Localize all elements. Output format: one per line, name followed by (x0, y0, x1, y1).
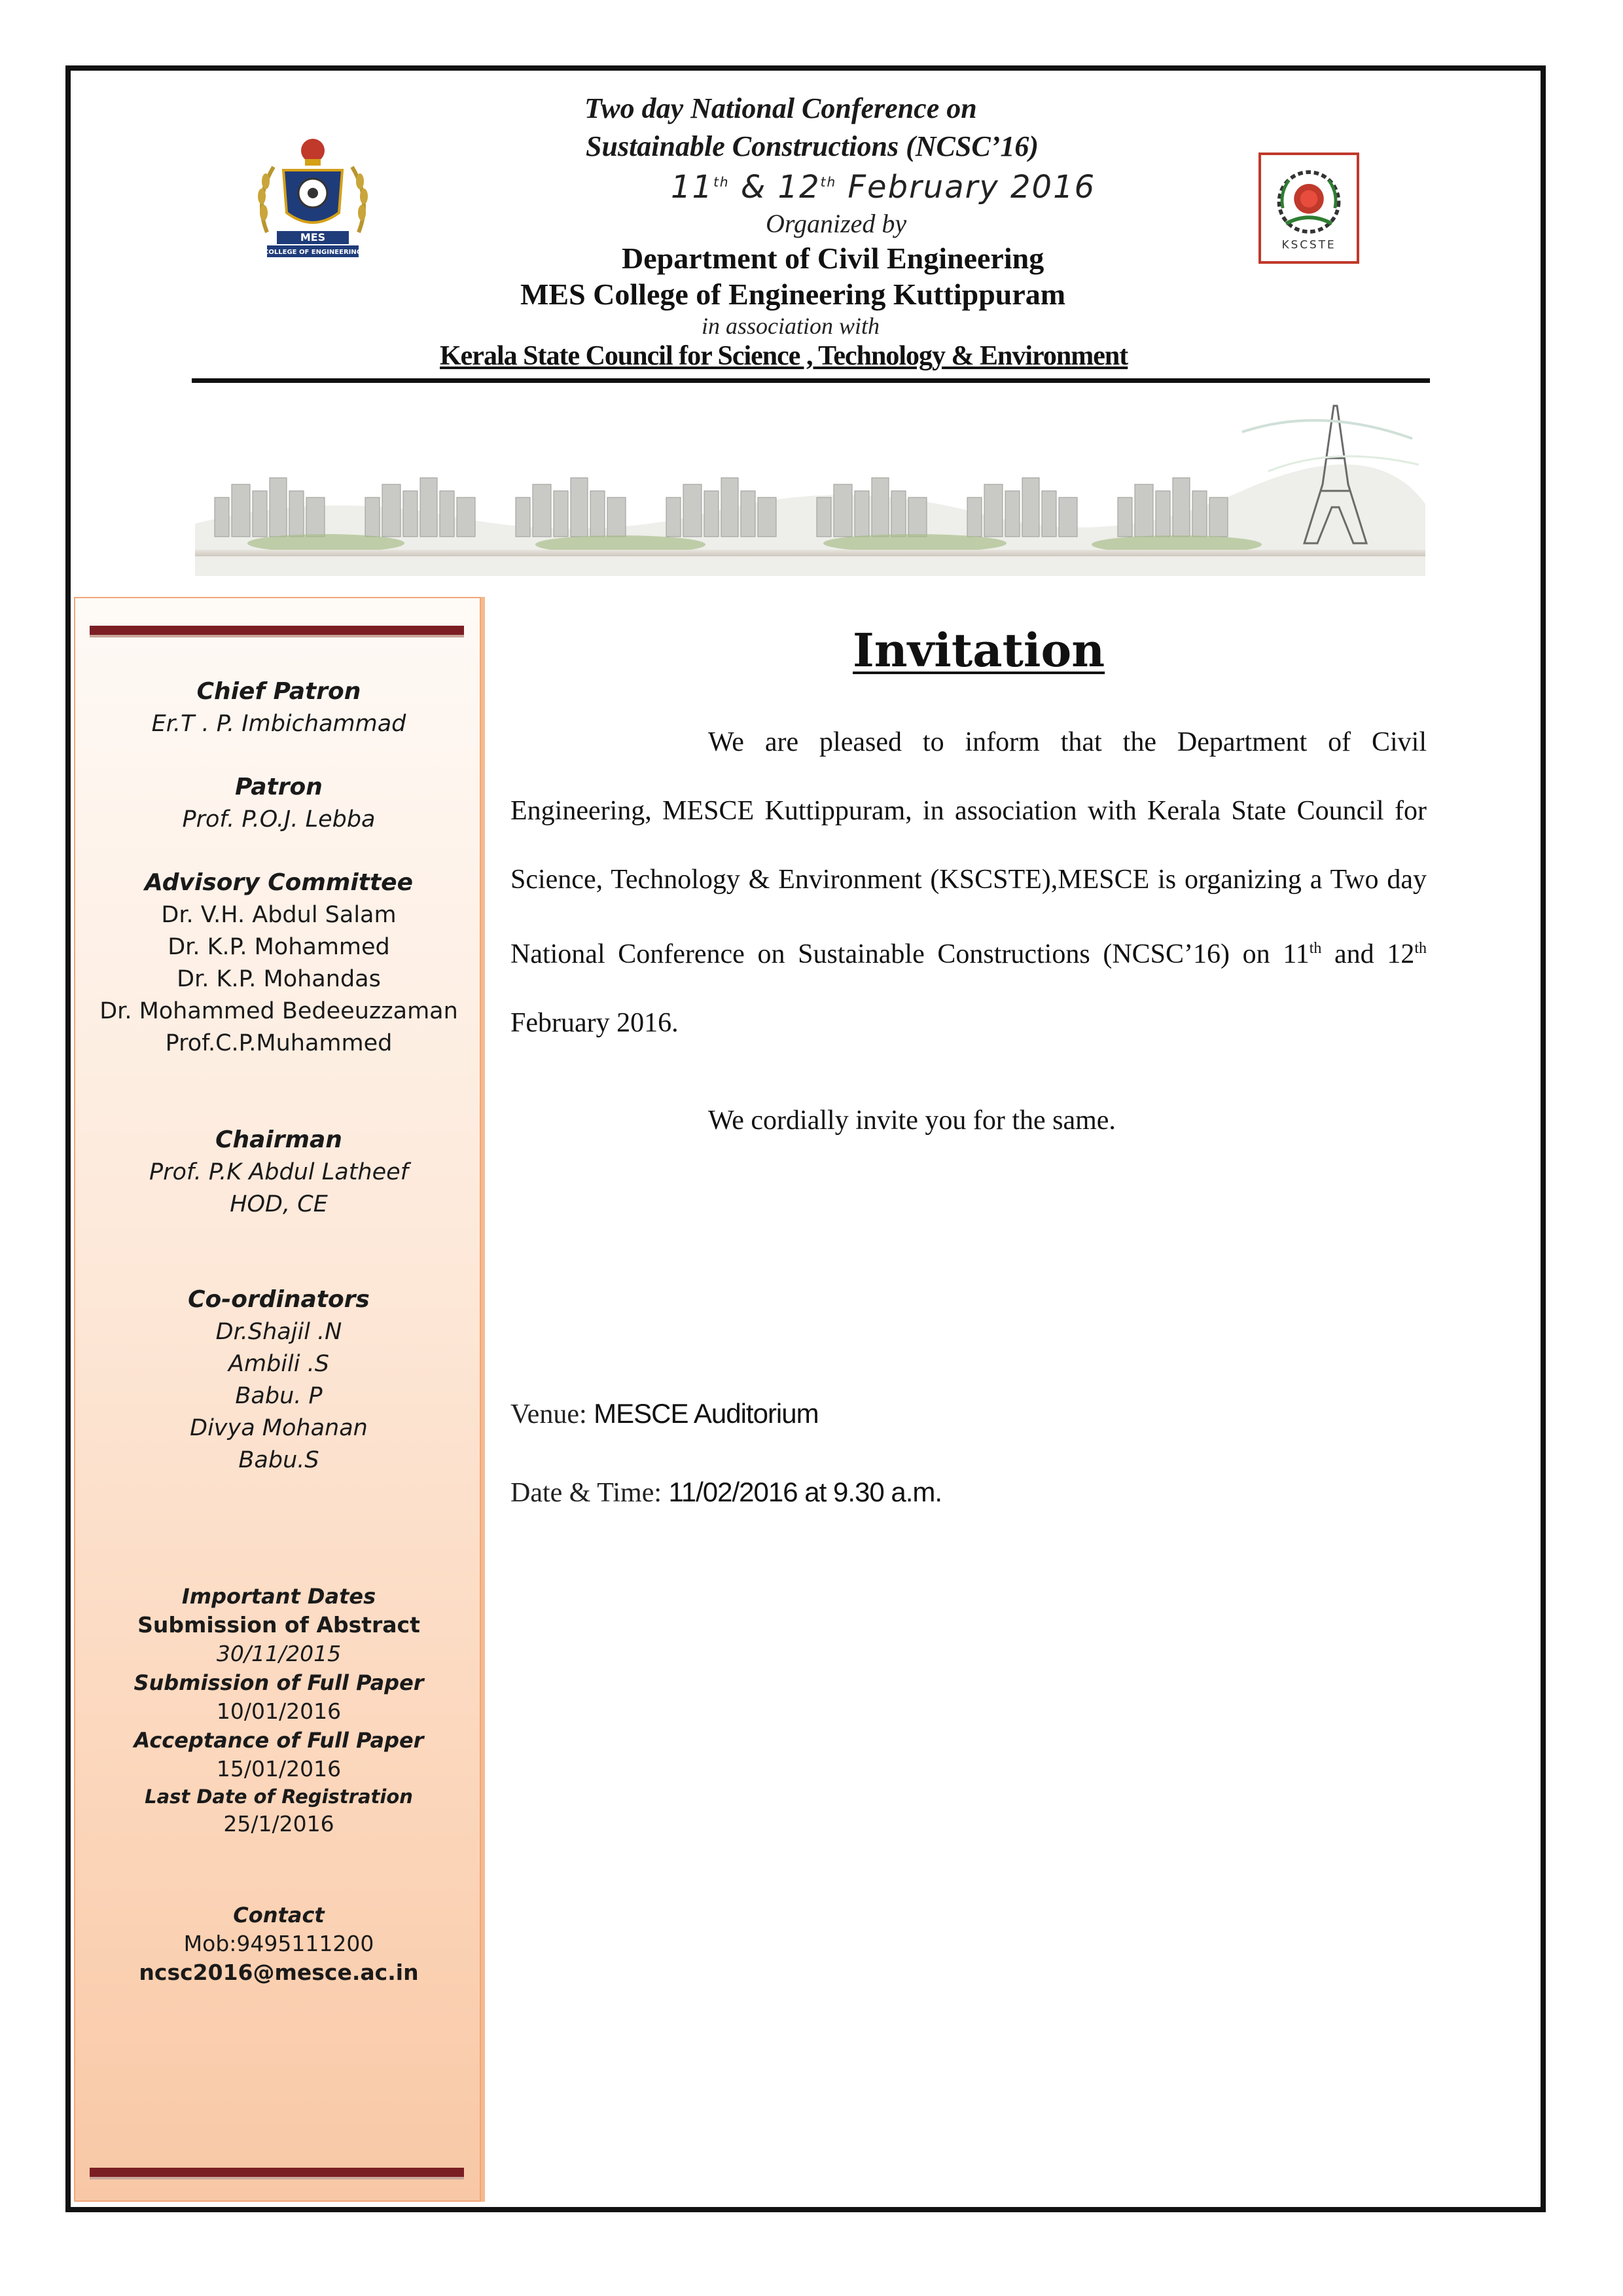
venue-label: Venue: (510, 1399, 594, 1429)
venue-line (510, 1398, 819, 1430)
chief-patron-heading: Chief Patron (196, 678, 361, 705)
patron-heading: Patron (235, 774, 323, 800)
advisory-member: Dr. K.P. Mohammed (168, 934, 390, 960)
contact-mobile: Mob:9495111200 (183, 1931, 374, 1956)
acceptance-label: Acceptance of Full Paper (134, 1728, 424, 1753)
full-paper-date: 10/01/2016 (216, 1698, 342, 1724)
chairman-role: HOD, CE (230, 1191, 328, 1217)
chief-patron-section (75, 675, 482, 740)
advisory-member: Prof.C.P.Muhammed (165, 1030, 393, 1056)
conference-title-line1: Two day National Conference on (584, 92, 977, 124)
patron-section (75, 771, 482, 836)
full-paper-label: Submission of Full Paper (134, 1670, 424, 1695)
datetime-value: 11/02/2016 at 9.30 a.m. (668, 1477, 942, 1507)
datetime-line (510, 1477, 942, 1509)
mes-logo-subtext: COLLEGE OF ENGINEERING (264, 249, 362, 256)
department-name: Department of Civil Engineering (622, 242, 1044, 275)
abstract-label: Submission of Abstract (137, 1612, 420, 1638)
organized-by: Organized by (766, 209, 907, 238)
mes-college-logo (247, 134, 378, 265)
advisory-committee-section (75, 867, 482, 1060)
chairman-heading: Chairman (215, 1126, 342, 1153)
coordinators-heading: Co-ordinators (188, 1286, 370, 1313)
kscste-logo-text: KSCSTE (1281, 238, 1336, 252)
advisory-member: Dr. K.P. Mohandas (177, 966, 381, 992)
chairman-section (75, 1124, 482, 1221)
association-text: in association with (702, 313, 880, 339)
acceptance-date: 15/01/2016 (216, 1756, 342, 1782)
coordinator-name: Dr.Shajil .N (215, 1319, 342, 1345)
registration-label: Last Date of Registration (145, 1785, 413, 1808)
kscste-logo (1258, 152, 1359, 264)
venue-value: MESCE Auditorium (594, 1398, 819, 1429)
committee-sidebar (74, 597, 481, 2202)
contact-section (75, 1901, 482, 1987)
coordinator-name: Babu. P (235, 1383, 323, 1409)
chief-patron-name: Er.T . P. Imbichammad (151, 711, 406, 737)
coordinator-name: Babu.S (238, 1447, 319, 1473)
important-dates-section (75, 1582, 482, 1839)
header-divider (192, 378, 1430, 383)
contact-heading: Contact (233, 1903, 325, 1928)
advisory-heading: Advisory Committee (144, 869, 413, 896)
city-skyline-illustration (195, 393, 1425, 576)
sidebar-top-bar (90, 626, 464, 635)
council-name: Kerala State Council for Science , Technology & Environment (440, 341, 1128, 371)
invitation-paragraph: We are pleased to inform that the Department of Civil Engineering, MESCE Kuttippuram, in association with Kerala State Council for Science, Technology & Environment (KSCSTE),MESCE is organizing a Two day National Conference on Sustainable Constructions (NCSC’16) on 11th and 12th February 2016. (510, 727, 1427, 1038)
college-name: MES College of Engineering Kuttippuram (520, 278, 1066, 311)
advisory-member: Dr. Mohammed Bedeeuzzaman (99, 998, 458, 1024)
important-dates-heading: Important Dates (181, 1584, 376, 1609)
abstract-date: 30/11/2015 (216, 1641, 342, 1666)
sidebar-bottom-bar (90, 2168, 464, 2177)
chairman-name: Prof. P.K Abdul Latheef (149, 1159, 408, 1185)
datetime-label: Date & Time: (510, 1478, 669, 1508)
conference-dates: 11th & 12th February 2016 (671, 169, 1096, 206)
patron-name: Prof. P.O.J. Lebba (182, 806, 376, 833)
advisory-member: Dr. V.H. Abdul Salam (161, 902, 397, 928)
invitation-title: Invitation (853, 623, 1105, 677)
contact-email[interactable]: ncsc2016@mesce.ac.in (139, 1960, 419, 1985)
coordinator-name: Divya Mohanan (190, 1415, 368, 1441)
cordial-invite: We cordially invite you for the same. (708, 1105, 1116, 1136)
coordinators-section (75, 1283, 482, 1477)
coordinator-name: Ambili .S (228, 1351, 329, 1377)
registration-date: 25/1/2016 (223, 1811, 334, 1837)
mes-logo-text: MES (300, 231, 326, 243)
conference-title-line2: Sustainable Constructions (NCSC’16) (586, 130, 1039, 162)
